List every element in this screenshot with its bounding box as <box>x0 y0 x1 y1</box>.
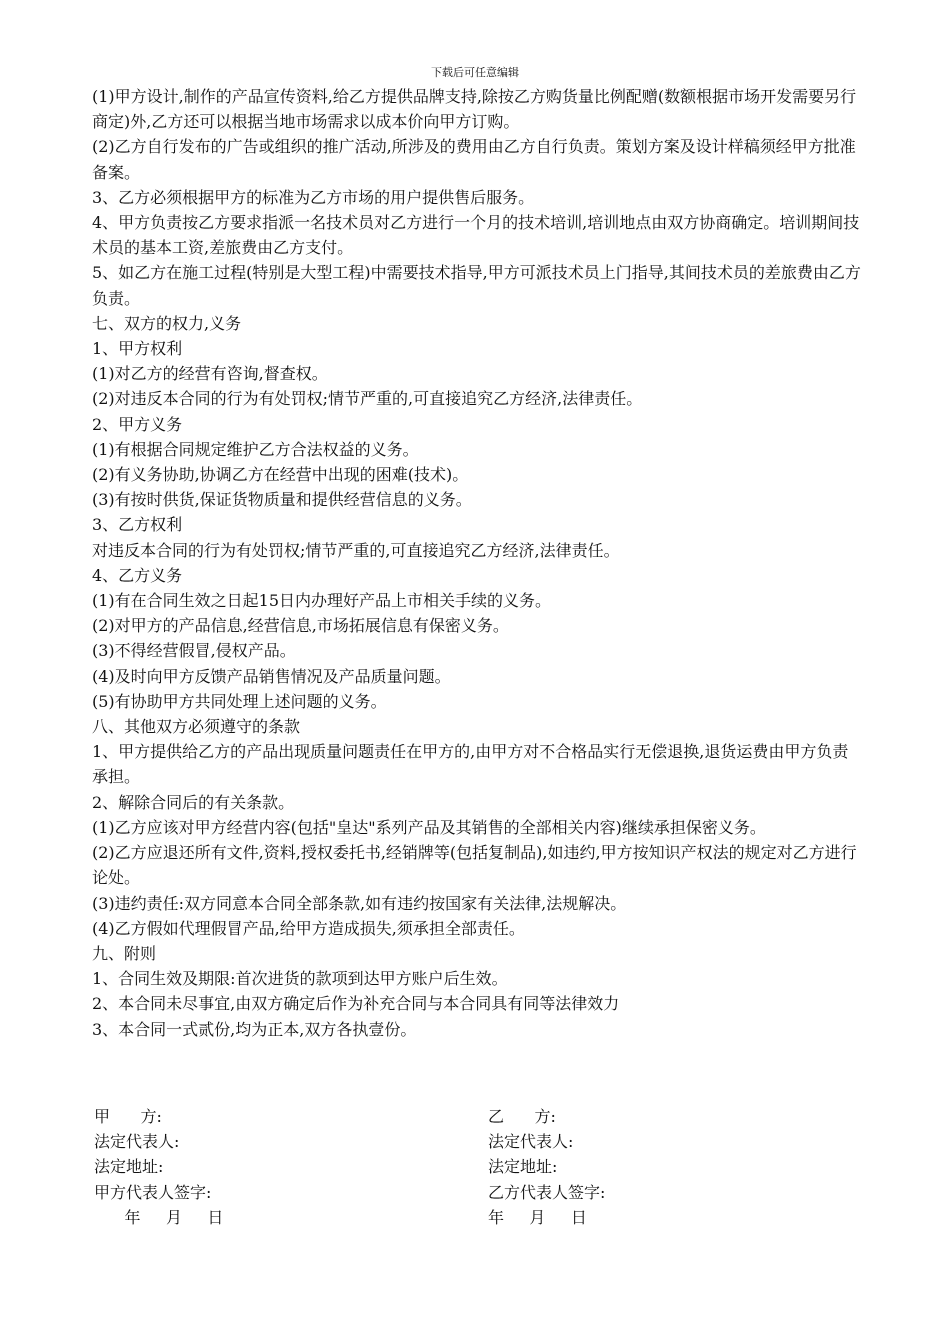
paragraph: 2、解除合同后的有关条款。 <box>92 792 295 812</box>
paragraph: (2)对违反本合同的行为有处罚权;情节严重的,可直接追究乙方经济,法律责任。 <box>92 389 643 409</box>
paragraph: 对违反本合同的行为有处罚权;情节严重的,可直接追究乙方经济,法律责任。 <box>92 540 620 560</box>
section-heading: 九、附则 <box>92 943 157 963</box>
paragraph: (2)对甲方的产品信息,经营信息,市场拓展信息有保密义务。 <box>92 616 509 636</box>
paragraph: (1)对乙方的经营有咨询,督查权。 <box>92 364 328 384</box>
party-a-rep-label: 法定代表人: <box>94 1132 180 1152</box>
subsection-heading: 4、乙方义务 <box>92 565 183 585</box>
section-heading: 七、双方的权力,义务 <box>92 313 242 333</box>
paragraph: (2)有义务协助,协调乙方在经营中出现的困难(技术)。 <box>92 465 469 485</box>
paragraph: 2、本合同未尽事宜,由双方确定后作为补充合同与本合同具有同等法律效力 <box>92 994 620 1014</box>
contract-body <box>92 84 862 1042</box>
paragraph: 1、合同生效及期限:首次进货的款项到达甲方账户后生效。 <box>92 969 508 989</box>
party-a-label: 甲 方: <box>94 1107 162 1126</box>
paragraph: (5)有协助甲方共同处理上述问题的义务。 <box>92 691 387 711</box>
party-a-sign-label: 甲方代表人签字: <box>94 1182 212 1202</box>
party-a-signature-block <box>94 1104 223 1230</box>
paragraph: (1)乙方应该对甲方经营内容(包括"皇达"系列产品及其销售的全部相关内容)继续承担保密义务。 <box>92 817 766 837</box>
paragraph: (4)乙方假如代理假冒产品,给甲方造成损失,须承担全部责任。 <box>92 918 525 938</box>
party-b-date-label: 年 月 日 <box>488 1207 587 1227</box>
party-a-address-label: 法定地址: <box>94 1157 164 1177</box>
paragraph: 5、如乙方在施工过程(特别是大型工程)中需要技术指导,甲方可派技术员上门指导,其间技术员的差旅费由乙方负责。 <box>92 263 861 308</box>
subsection-heading: 3、乙方权利 <box>92 515 183 535</box>
party-a-date-label: 年 月 日 <box>94 1207 224 1227</box>
paragraph: (1)有根据合同规定维护乙方合法权益的义务。 <box>92 439 419 459</box>
subsection-heading: 2、甲方义务 <box>92 414 183 434</box>
paragraph: (3)违约责任:双方同意本合同全部条款,如有违约按国家有关法律,法规解决。 <box>92 893 627 913</box>
paragraph: (3)有按时供货,保证货物质量和提供经营信息的义务。 <box>92 490 472 510</box>
paragraph: (1)甲方设计,制作的产品宣传资料,给乙方提供品牌支持,除按乙方购货量比例配赠(数额根据市场开发需要另行商定)外,乙方还可以根据当地市场需求以成本价向甲方订购。 <box>92 87 857 132</box>
party-b-sign-label: 乙方代表人签字: <box>488 1182 606 1202</box>
paragraph: (1)有在合同生效之日起15日内办理好产品上市相关手续的义务。 <box>92 591 552 611</box>
paragraph: 3、乙方必须根据甲方的标准为乙方市场的用户提供售后服务。 <box>92 187 535 207</box>
section-heading: 八、其他双方必须遵守的条款 <box>92 717 301 737</box>
paragraph: (2)乙方应退还所有文件,资料,授权委托书,经销牌等(包括复制品),如违约,甲方按知识产权法的规定对乙方进行论处。 <box>92 843 857 888</box>
party-b-label: 乙 方: <box>488 1107 556 1126</box>
header-note: 下载后可任意编辑 <box>431 66 519 79</box>
paragraph: 1、甲方提供给乙方的产品出现质量问题责任在甲方的,由甲方对不合格品实行无偿退换,退货运费由甲方负责承担。 <box>92 742 849 787</box>
party-b-address-label: 法定地址: <box>488 1157 558 1177</box>
paragraph: (3)不得经营假冒,侵权产品。 <box>92 641 296 661</box>
paragraph: 3、本合同一式贰份,均为正本,双方各执壹份。 <box>92 1019 417 1039</box>
party-b-rep-label: 法定代表人: <box>488 1132 574 1152</box>
paragraph: (2)乙方自行发布的广告或组织的推广活动,所涉及的费用由乙方自行负责。策划方案及设计样稿须经甲方批准备案。 <box>92 137 856 182</box>
paragraph: 4、甲方负责按乙方要求指派一名技术员对乙方进行一个月的技术培训,培训地点由双方协商确定。培训期间技术员的基本工资,差旅费由乙方支付。 <box>92 213 860 258</box>
subsection-heading: 1、甲方权利 <box>92 339 183 359</box>
party-b-signature-block <box>488 1104 605 1230</box>
paragraph: (4)及时向甲方反馈产品销售情况及产品质量问题。 <box>92 666 451 686</box>
